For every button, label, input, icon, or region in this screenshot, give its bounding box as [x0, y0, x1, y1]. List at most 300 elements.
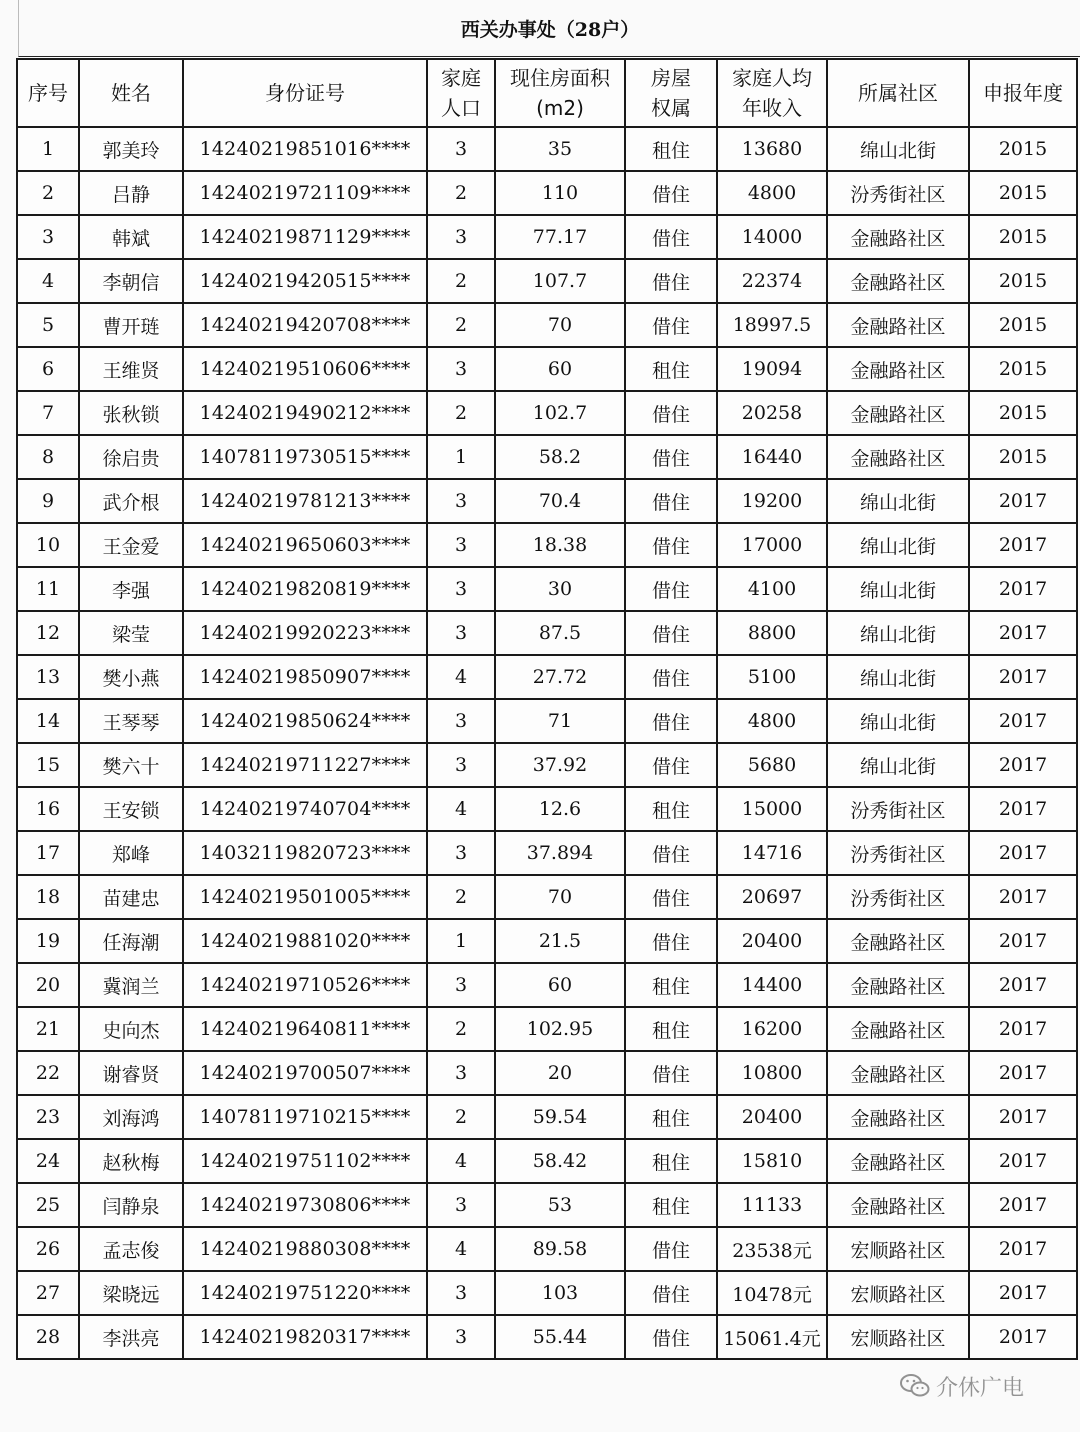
table-row: [17, 303, 1077, 347]
cell-year: 2017: [969, 831, 1077, 875]
column-header-community: [827, 59, 969, 127]
cell-name: 王琴琴: [79, 699, 183, 743]
cell-community: 金融路社区: [827, 1139, 969, 1183]
column-header-area: [495, 59, 625, 127]
cell-family: 2: [427, 391, 495, 435]
cell-id: 14240219871129****: [183, 215, 427, 259]
column-header-income: [717, 59, 827, 127]
table-row: [17, 171, 1077, 215]
cell-id: 14240219781213****: [183, 479, 427, 523]
cell-seq: 20: [17, 963, 79, 1007]
cell-name: 赵秋梅: [79, 1139, 183, 1183]
cell-income: 20258: [717, 391, 827, 435]
cell-family: 1: [427, 435, 495, 479]
cell-area: 58.2: [495, 435, 625, 479]
cell-id: 14240219820819****: [183, 567, 427, 611]
cell-id: 14240219740704****: [183, 787, 427, 831]
cell-seq: 28: [17, 1315, 79, 1359]
cell-name: 曹开琏: [79, 303, 183, 347]
table-row: [17, 611, 1077, 655]
cell-id: 14240219510606****: [183, 347, 427, 391]
wechat-icon: [900, 1373, 930, 1399]
cell-community: 绵山北街: [827, 655, 969, 699]
cell-community: 汾秀街社区: [827, 171, 969, 215]
cell-ownership: 借住: [625, 743, 717, 787]
cell-seq: 8: [17, 435, 79, 479]
cell-community: 金融路社区: [827, 1051, 969, 1095]
cell-name: 谢睿贤: [79, 1051, 183, 1095]
cell-community: 金融路社区: [827, 303, 969, 347]
cell-community: 绵山北街: [827, 127, 969, 171]
cell-family: 3: [427, 699, 495, 743]
cell-name: 史向杰: [79, 1007, 183, 1051]
watermark-text: 介休广电: [936, 1375, 1025, 1401]
column-header-line: 年收入: [742, 96, 802, 120]
cell-income: 15810: [717, 1139, 827, 1183]
cell-seq: 12: [17, 611, 79, 655]
cell-area: 102.95: [495, 1007, 625, 1051]
cell-family: 4: [427, 655, 495, 699]
cell-ownership: 租住: [625, 127, 717, 171]
cell-income: 11133: [717, 1183, 827, 1227]
column-header-line: 序号: [28, 81, 68, 105]
cell-seq: 7: [17, 391, 79, 435]
cell-name: 张秋锁: [79, 391, 183, 435]
cell-name: 李朝信: [79, 259, 183, 303]
cell-ownership: 借住: [625, 523, 717, 567]
cell-year: 2015: [969, 171, 1077, 215]
cell-area: 59.54: [495, 1095, 625, 1139]
table-row: [17, 1183, 1077, 1227]
cell-family: 2: [427, 171, 495, 215]
cell-community: 宏顺路社区: [827, 1227, 969, 1271]
table-row: [17, 435, 1077, 479]
cell-family: 3: [427, 831, 495, 875]
cell-family: 3: [427, 523, 495, 567]
cell-name: 任海潮: [79, 919, 183, 963]
cell-year: 2017: [969, 919, 1077, 963]
cell-name: 苗建忠: [79, 875, 183, 919]
cell-community: 金融路社区: [827, 1095, 969, 1139]
table-row: [17, 655, 1077, 699]
cell-family: 2: [427, 875, 495, 919]
cell-income: 10478元: [717, 1271, 827, 1315]
table-row: [17, 1007, 1077, 1051]
cell-name: 韩斌: [79, 215, 183, 259]
cell-name: 梁晓远: [79, 1271, 183, 1315]
cell-income: 20697: [717, 875, 827, 919]
cell-year: 2015: [969, 303, 1077, 347]
cell-seq: 18: [17, 875, 79, 919]
cell-year: 2017: [969, 479, 1077, 523]
cell-ownership: 借住: [625, 1315, 717, 1359]
cell-id: 14078119710215****: [183, 1095, 427, 1139]
column-header-line: 姓名: [111, 81, 151, 105]
cell-seq: 24: [17, 1139, 79, 1183]
cell-income: 20400: [717, 919, 827, 963]
cell-seq: 14: [17, 699, 79, 743]
cell-seq: 26: [17, 1227, 79, 1271]
cell-area: 21.5: [495, 919, 625, 963]
cell-id: 14240219711227****: [183, 743, 427, 787]
cell-seq: 9: [17, 479, 79, 523]
cell-name: 李强: [79, 567, 183, 611]
cell-year: 2017: [969, 523, 1077, 567]
cell-family: 3: [427, 1183, 495, 1227]
cell-income: 16440: [717, 435, 827, 479]
cell-year: 2017: [969, 699, 1077, 743]
cell-year: 2017: [969, 1051, 1077, 1095]
cell-income: 14400: [717, 963, 827, 1007]
cell-seq: 17: [17, 831, 79, 875]
column-header-line: 现住房面积: [510, 66, 610, 90]
table-row: [17, 391, 1077, 435]
cell-area: 102.7: [495, 391, 625, 435]
cell-id: 14240219820317****: [183, 1315, 427, 1359]
cell-name: 闫静泉: [79, 1183, 183, 1227]
cell-name: 王维贤: [79, 347, 183, 391]
cell-id: 14240219710526****: [183, 963, 427, 1007]
cell-name: 徐启贵: [79, 435, 183, 479]
cell-family: 3: [427, 1271, 495, 1315]
cell-seq: 21: [17, 1007, 79, 1051]
cell-ownership: 租住: [625, 1183, 717, 1227]
cell-ownership: 借住: [625, 303, 717, 347]
cell-income: 16200: [717, 1007, 827, 1051]
cell-id: 14032119820723****: [183, 831, 427, 875]
cell-id: 14240219490212****: [183, 391, 427, 435]
cell-id: 14240219721109****: [183, 171, 427, 215]
cell-area: 70: [495, 875, 625, 919]
watermark: [900, 1366, 1024, 1406]
cell-ownership: 借住: [625, 215, 717, 259]
cell-income: 4800: [717, 699, 827, 743]
cell-family: 3: [427, 611, 495, 655]
cell-area: 87.5: [495, 611, 625, 655]
column-header-name: [79, 59, 183, 127]
cell-area: 53: [495, 1183, 625, 1227]
column-header-id: [183, 59, 427, 127]
cell-ownership: 租住: [625, 347, 717, 391]
cell-family: 3: [427, 567, 495, 611]
cell-community: 绵山北街: [827, 611, 969, 655]
cell-family: 1: [427, 919, 495, 963]
table-row: [17, 215, 1077, 259]
column-header-ownership: [625, 59, 717, 127]
cell-ownership: 租住: [625, 1095, 717, 1139]
cell-area: 89.58: [495, 1227, 625, 1271]
cell-family: 3: [427, 479, 495, 523]
cell-community: 绵山北街: [827, 567, 969, 611]
cell-community: 金融路社区: [827, 259, 969, 303]
cell-seq: 1: [17, 127, 79, 171]
column-header-line: 家庭人均: [732, 66, 812, 90]
cell-community: 金融路社区: [827, 1007, 969, 1051]
cell-seq: 4: [17, 259, 79, 303]
cell-area: 70: [495, 303, 625, 347]
column-header-line: 身份证号: [265, 81, 345, 105]
cell-ownership: 借住: [625, 611, 717, 655]
cell-community: 金融路社区: [827, 391, 969, 435]
cell-seq: 5: [17, 303, 79, 347]
cell-income: 4800: [717, 171, 827, 215]
cell-family: 3: [427, 1315, 495, 1359]
cell-area: 37.894: [495, 831, 625, 875]
table-row: [17, 1315, 1077, 1359]
cell-income: 19094: [717, 347, 827, 391]
cell-area: 71: [495, 699, 625, 743]
cell-family: 2: [427, 259, 495, 303]
cell-ownership: 租住: [625, 787, 717, 831]
column-header-line: 家庭: [441, 66, 481, 90]
cell-id: 14240219851016****: [183, 127, 427, 171]
cell-community: 绵山北街: [827, 743, 969, 787]
cell-ownership: 借住: [625, 875, 717, 919]
cell-family: 3: [427, 963, 495, 1007]
cell-community: 宏顺路社区: [827, 1315, 969, 1359]
column-header-family: [427, 59, 495, 127]
column-header-line: 人口: [441, 96, 481, 120]
cell-year: 2017: [969, 875, 1077, 919]
table-row: [17, 699, 1077, 743]
cell-name: 冀润兰: [79, 963, 183, 1007]
cell-seq: 6: [17, 347, 79, 391]
cell-year: 2015: [969, 259, 1077, 303]
cell-seq: 22: [17, 1051, 79, 1095]
cell-ownership: 借住: [625, 171, 717, 215]
table-row: [17, 1271, 1077, 1315]
cell-year: 2017: [969, 1315, 1077, 1359]
cell-year: 2017: [969, 743, 1077, 787]
cell-id: 14240219751220****: [183, 1271, 427, 1315]
column-header-line: 权属: [651, 96, 691, 120]
cell-seq: 25: [17, 1183, 79, 1227]
cell-community: 金融路社区: [827, 963, 969, 1007]
table-row: [17, 567, 1077, 611]
cell-ownership: 借住: [625, 479, 717, 523]
cell-id: 14240219420515****: [183, 259, 427, 303]
cell-area: 70.4: [495, 479, 625, 523]
table-row: [17, 479, 1077, 523]
column-header-line: (m2): [536, 96, 584, 120]
cell-seq: 11: [17, 567, 79, 611]
cell-area: 58.42: [495, 1139, 625, 1183]
cell-area: 107.7: [495, 259, 625, 303]
cell-ownership: 租住: [625, 963, 717, 1007]
table-row: [17, 259, 1077, 303]
cell-ownership: 借住: [625, 831, 717, 875]
cell-seq: 3: [17, 215, 79, 259]
cell-area: 12.6: [495, 787, 625, 831]
cell-income: 15061.4元: [717, 1315, 827, 1359]
cell-id: 14240219700507****: [183, 1051, 427, 1095]
cell-income: 4100: [717, 567, 827, 611]
cell-year: 2017: [969, 1095, 1077, 1139]
cell-year: 2015: [969, 435, 1077, 479]
cell-seq: 27: [17, 1271, 79, 1315]
table-row: [17, 1051, 1077, 1095]
cell-name: 孟志俊: [79, 1227, 183, 1271]
cell-ownership: 借住: [625, 391, 717, 435]
cell-family: 4: [427, 1139, 495, 1183]
table-row: [17, 831, 1077, 875]
cell-year: 2017: [969, 655, 1077, 699]
cell-area: 55.44: [495, 1315, 625, 1359]
cell-year: 2017: [969, 963, 1077, 1007]
cell-year: 2017: [969, 611, 1077, 655]
cell-family: 3: [427, 127, 495, 171]
cell-id: 14240219420708****: [183, 303, 427, 347]
cell-year: 2015: [969, 347, 1077, 391]
cell-name: 刘海鸿: [79, 1095, 183, 1139]
cell-community: 金融路社区: [827, 347, 969, 391]
cell-ownership: 借住: [625, 1051, 717, 1095]
cell-area: 37.92: [495, 743, 625, 787]
cell-community: 汾秀街社区: [827, 787, 969, 831]
table-row: [17, 743, 1077, 787]
cell-year: 2017: [969, 1227, 1077, 1271]
cell-community: 绵山北街: [827, 699, 969, 743]
cell-ownership: 借住: [625, 259, 717, 303]
cell-community: 汾秀街社区: [827, 875, 969, 919]
cell-income: 15000: [717, 787, 827, 831]
cell-seq: 15: [17, 743, 79, 787]
cell-seq: 13: [17, 655, 79, 699]
cell-income: 19200: [717, 479, 827, 523]
cell-seq: 10: [17, 523, 79, 567]
cell-area: 27.72: [495, 655, 625, 699]
cell-income: 5680: [717, 743, 827, 787]
cell-income: 8800: [717, 611, 827, 655]
cell-name: 王金爱: [79, 523, 183, 567]
table-row: [17, 127, 1077, 171]
cell-name: 王安锁: [79, 787, 183, 831]
table-body: [17, 127, 1077, 1359]
cell-area: 18.38: [495, 523, 625, 567]
cell-seq: 16: [17, 787, 79, 831]
cell-id: 14240219640811****: [183, 1007, 427, 1051]
cell-community: 宏顺路社区: [827, 1271, 969, 1315]
cell-year: 2017: [969, 787, 1077, 831]
cell-community: 金融路社区: [827, 919, 969, 963]
cell-year: 2015: [969, 127, 1077, 171]
cell-family: 4: [427, 1227, 495, 1271]
table-row: [17, 963, 1077, 1007]
cell-community: 汾秀街社区: [827, 831, 969, 875]
cell-id: 14240219751102****: [183, 1139, 427, 1183]
cell-id: 14240219881020****: [183, 919, 427, 963]
cell-area: 60: [495, 963, 625, 1007]
cell-income: 20400: [717, 1095, 827, 1139]
cell-name: 郭美玲: [79, 127, 183, 171]
table-row: [17, 347, 1077, 391]
table-row: [17, 1095, 1077, 1139]
cell-seq: 2: [17, 171, 79, 215]
cell-ownership: 借住: [625, 435, 717, 479]
cell-name: 樊六十: [79, 743, 183, 787]
cell-id: 14240219650603****: [183, 523, 427, 567]
cell-area: 60: [495, 347, 625, 391]
cell-community: 绵山北街: [827, 523, 969, 567]
cell-id: 14240219880308****: [183, 1227, 427, 1271]
cell-family: 3: [427, 215, 495, 259]
cell-id: 14240219501005****: [183, 875, 427, 919]
cell-ownership: 租住: [625, 1007, 717, 1051]
column-header-line: 申报年度: [983, 81, 1063, 105]
cell-ownership: 借住: [625, 699, 717, 743]
column-header-line: 所属社区: [858, 81, 938, 105]
cell-ownership: 借住: [625, 919, 717, 963]
cell-year: 2017: [969, 1007, 1077, 1051]
cell-year: 2017: [969, 1139, 1077, 1183]
cell-area: 30: [495, 567, 625, 611]
cell-income: 5100: [717, 655, 827, 699]
cell-year: 2017: [969, 1183, 1077, 1227]
cell-id: 14240219850907****: [183, 655, 427, 699]
cell-ownership: 借住: [625, 655, 717, 699]
cell-id: 14240219920223****: [183, 611, 427, 655]
cell-ownership: 租住: [625, 1139, 717, 1183]
cell-income: 17000: [717, 523, 827, 567]
cell-year: 2015: [969, 215, 1077, 259]
table-row: [17, 523, 1077, 567]
cell-income: 23538元: [717, 1227, 827, 1271]
cell-ownership: 借住: [625, 1271, 717, 1315]
cell-ownership: 借住: [625, 567, 717, 611]
cell-seq: 23: [17, 1095, 79, 1139]
column-header-seq: [17, 59, 79, 127]
cell-name: 吕静: [79, 171, 183, 215]
household-table: [16, 58, 1078, 1360]
cell-name: 梁莹: [79, 611, 183, 655]
table-header-row: [17, 59, 1077, 127]
cell-family: 3: [427, 347, 495, 391]
cell-ownership: 借住: [625, 1227, 717, 1271]
cell-year: 2017: [969, 567, 1077, 611]
cell-id: 14240219850624****: [183, 699, 427, 743]
cell-family: 2: [427, 303, 495, 347]
cell-id: 14240219730806****: [183, 1183, 427, 1227]
cell-income: 22374: [717, 259, 827, 303]
cell-family: 3: [427, 1051, 495, 1095]
cell-community: 金融路社区: [827, 1183, 969, 1227]
cell-community: 金融路社区: [827, 435, 969, 479]
cell-name: 武介根: [79, 479, 183, 523]
cell-income: 13680: [717, 127, 827, 171]
table-row: [17, 787, 1077, 831]
cell-family: 2: [427, 1095, 495, 1139]
cell-name: 郑峰: [79, 831, 183, 875]
table-row: [17, 875, 1077, 919]
cell-income: 14716: [717, 831, 827, 875]
cell-community: 绵山北街: [827, 479, 969, 523]
cell-seq: 19: [17, 919, 79, 963]
table-row: [17, 1227, 1077, 1271]
table-row: [17, 919, 1077, 963]
cell-family: 4: [427, 787, 495, 831]
column-header-year: [969, 59, 1077, 127]
cell-income: 10800: [717, 1051, 827, 1095]
cell-family: 2: [427, 1007, 495, 1051]
cell-community: 金融路社区: [827, 215, 969, 259]
cell-area: 77.17: [495, 215, 625, 259]
cell-area: 103: [495, 1271, 625, 1315]
cell-name: 李洪亮: [79, 1315, 183, 1359]
cell-area: 110: [495, 171, 625, 215]
cell-year: 2017: [969, 1271, 1077, 1315]
cell-area: 20: [495, 1051, 625, 1095]
cell-family: 3: [427, 743, 495, 787]
